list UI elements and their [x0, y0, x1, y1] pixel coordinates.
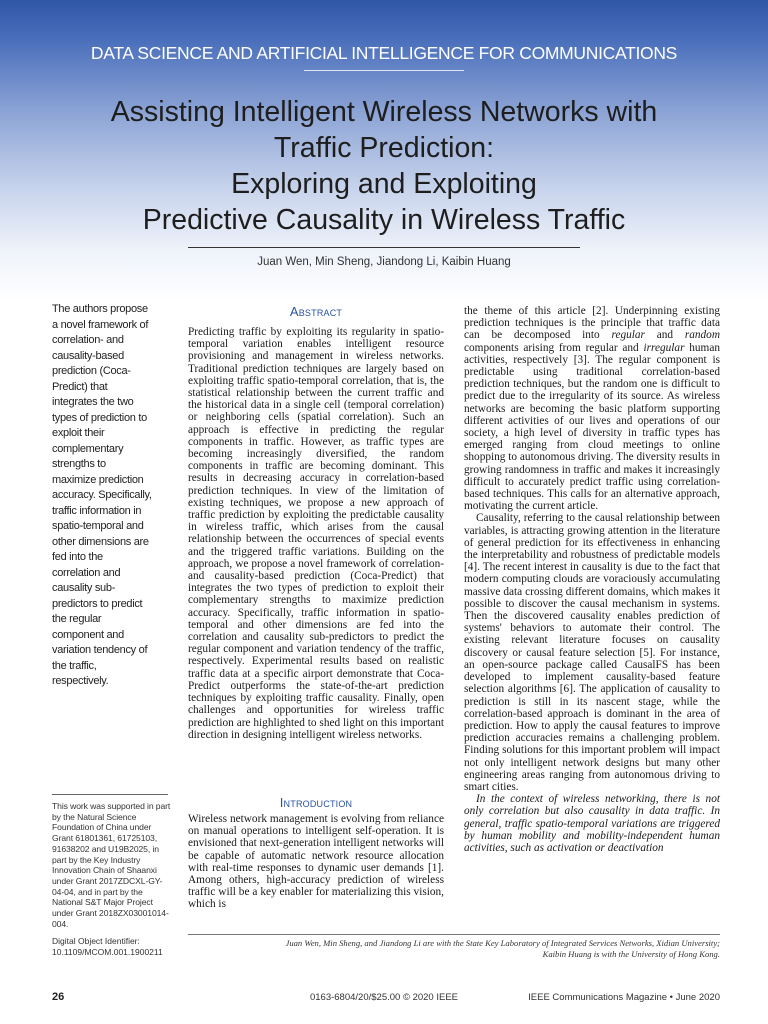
title-line-3: Exploring and Exploiting [231, 168, 537, 200]
introduction-body [188, 813, 444, 911]
text-run: components arising from regular and [464, 341, 644, 354]
sidebar-summary [52, 302, 152, 690]
title-line-4: Predictive Causality in Wireless Traffic [142, 204, 626, 236]
emphasis-irregular: irregular [643, 341, 685, 354]
abstract-text: Predicting traffic by exploiting its regularity in spatio-temporal variation enables intelligent resource provisioning and management in wireless networks. Traditional prediction techniques are largely based on exploiting traffic spatio-temporal correlation, that is, the statistical relationship between the current traffic and the historical data in a single cell (temporal correlation) or neighboring cells (spatial correlation). Such an approach is effective in predicting the regular components in traffic. However, as traffic types are becoming increasingly diversified, the random components in traffic are becoming dominant. This results in decreasing accuracy in correlation-based prediction techniques. In view of the limitation of existing techniques, we propose a new approach of traffic prediction by exploiting the predictable causality in wireless traffic, which arises from the causal relationship between the occurrences of special events and the triggered traffic variations. Building on the approach, we propose a novel framework of correlation- and causality-based prediction (Coca-Predict) that integrates the two types of prediction to exploit their complementary strengths to maximize prediction accuracy. Specifically, traffic information in spatio-temporal and other dimensions are fed into the correlation and causality sub-predictors to predict the regular component and variation tendency of the traffic, respectively. Experimental results based on realistic traffic data at a specific airport demonstrate that Coca-Predict outperforms the state-of-the-art prediction techniques by exploiting traffic causality. Finally, open challenges and opportunities for wireless traffic prediction are highlighted to shed light on this important direction in designing intelligent wireless networks. [188, 326, 444, 741]
abstract-heading: Abstract [289, 304, 343, 319]
right-column [464, 305, 720, 854]
series-title: DATA SCIENCE AND ARTIFICIAL INTELLIGENCE FOR COMMUNICATIONS [90, 43, 678, 63]
text-run: the theme of this article [2]. Underpinning existing prediction techniques is the principle that traffic data can be decomposed into [464, 305, 720, 342]
magazine-line: IEEE Communications Magazine • June 2020 [528, 992, 720, 1003]
introduction-heading: Introduction [279, 795, 353, 810]
text-run: and [644, 329, 685, 342]
series-divider [304, 70, 464, 71]
col2-paragraph-3 [464, 793, 720, 854]
footnote-divider [188, 934, 720, 935]
title-divider [188, 247, 580, 248]
title-line-1: Assisting Intelligent Wireless Networks with [110, 96, 658, 128]
article-title [0, 94, 768, 238]
col2-paragraph-2: Causality, referring to the causal relationship between variables, is attracting growing attention in the literature of general prediction for its effectiveness in enhancing the interpretability and robustness of predictable models [4]. The recent interest in causality is due to the fact that modern computing clouds are voraciously accumulating massive data crossing different domains, which makes it possible to discover the causal mechanism in systems. Then the discovered causality enables prediction of systems' behaviors to automate their control. The existing relevant literature focuses on causality discovery or causal feature selection [5]. For instance, an open-source package called CausalFS has been developed to implement causality-based feature selection algorithms [6]. The application of causality to prediction is still in its nascent stage, while the correlation-based approach is dominant in the area of prediction. How to apply the causal features to improve prediction accuracies remains a challenging problem. Finding solutions for this important problem will impact not only intelligent network designs but many other engineering areas ranging from autonomous driving to smart cities. [464, 512, 720, 793]
title-line-2: Traffic Prediction: [273, 132, 495, 164]
page-number: 26 [52, 991, 65, 1003]
affiliation-footnote [188, 938, 720, 960]
doi-value: 10.1109/MCOM.001.1900211 [52, 947, 163, 957]
abstract-body [188, 326, 444, 741]
text-run: human activities, respectively [3]. The regular component is predictable using traditional correlation-based prediction techniques, but the random one is difficult to predict due to the irregularity of its source. As wireless networks are becoming the basic platform supporting different activities of our lives and operations of our society, a high level of diversity in traffic types has emerged ranging from cloud meetings to online shopping to autonomous driving. The diversity results in growing randomness in traffic and makes it increasingly difficult to accurately predict traffic using correlation-based techniques. This calls for an alternative approach, motivating the current article. [464, 341, 721, 513]
affiliation-line-1: Juan Wen, Min Sheng, and Jiandong Li are with the State Key Laboratory of Integrated Services Networks, Xidian University; [285, 938, 720, 948]
summary-text: The authors propose a novel framework of correlation- and causality-based prediction (Coca-Predict) that integrates the two types of prediction to exploit their complementary strengths to maximize prediction accuracy. Specifically, traffic information in spatio-temporal and other dimensions are fed into the correlation and causality sub-predictors to predict the regular component and variation tendency of the traffic, respectively. [52, 303, 152, 687]
emphasis-random: random [684, 329, 720, 342]
issn-line: 0163-6804/20/$25.00 © 2020 IEEE [309, 992, 459, 1003]
col2-paragraph-1 [464, 305, 720, 512]
funding-note: This work was supported in part by the Natural Science Foundation of China under Grant 61801361, 61725103, 91638202 and U19B2025, in part by the Key Industry Innovation Chain of Shaanxi under Grant 2017ZDCXL-GY-04-04, and in part by the National S&T Major Project under Grant 2018ZX03001014-004. [52, 801, 171, 929]
emphasis-regular: regular [611, 329, 645, 342]
intro-paragraph-1: Wireless network management is evolving from reliance on manual operations to intelligent self-operation. It is envisioned that next-generation intelligent networks will be capable of automatic network resource allocation with real-time responses to dynamic user demands [1]. Among others, high-accuracy prediction of wireless traffic will be a key enabler for materializing this vision, which is [188, 813, 444, 911]
author-list: Juan Wen, Min Sheng, Jiandong Li, Kaibin Huang [257, 256, 511, 268]
doi-block [52, 936, 192, 958]
emphasis-causality: In the context of wireless networking, there is not only correlation but also causality in data traffic. In general, traffic spatio-temporal variations are triggered by human mobility and mobility-independent human activities, such as activation or deactivation [464, 793, 720, 854]
affiliation-line-2: Kaibin Huang is with the University of Hong Kong. [542, 949, 720, 959]
doi-label: Digital Object Identifier: [52, 936, 140, 946]
funding-divider [52, 794, 168, 795]
